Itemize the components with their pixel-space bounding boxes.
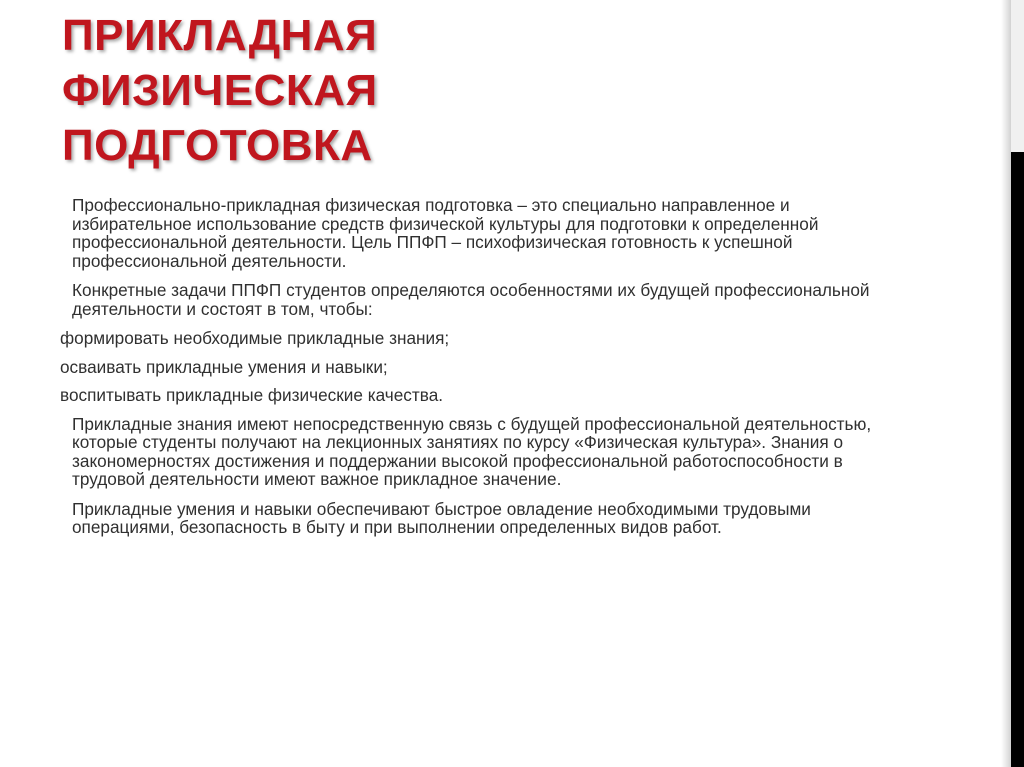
title-line-1: ПРИКЛАДНАЯ: [62, 11, 378, 60]
task-item-1: формировать необходимые прикладные знания;: [60, 328, 450, 348]
slide-edge-bar: [1011, 152, 1024, 767]
knowledge-paragraph: Прикладные знания имеют непосредственную связь с будущей профессиональной деятельностью, которые студенты получают на лекционных занятиях по курсу «Физическая культура». Знания о закономерностях достижения и поддержании высокой профессиональной работоспособности в трудовой деятельности имеют важное прикладное значение.: [72, 413, 872, 489]
task-item-2: осваивать прикладные умения и навыки;: [60, 356, 388, 377]
slide-edge-top: [1011, 0, 1024, 152]
slide-body: [0, 196, 1000, 548]
title-line-2: ФИЗИЧЕСКАЯ: [62, 66, 378, 115]
tasks-intro-paragraph: Конкретные задачи ППФП студентов определяются особенностями их будущей профессиональной деятельности и состоят в том, чтобы:: [72, 280, 870, 319]
title-line-3: ПОДГОТОВКА: [62, 121, 373, 170]
definition-paragraph: Профессионально-прикладная физическая подготовка – это специально направленное и избирательное использование средств физической культуры для подготовки к определенной профессиональной деятельности. Цель ППФП – психофизическая готовность к успешной профессиональной деятельности.: [72, 195, 819, 271]
task-item-3: воспитывать прикладные физические качества.: [60, 385, 444, 405]
slide-title: [62, 8, 378, 173]
skills-paragraph: Прикладные умения и навыки обеспечивают быстрое овладение необходимыми трудовыми операциями, безопасность в быту и при выполнении определенных видов работ.: [72, 498, 811, 537]
slide-edge-shadow: [1001, 0, 1011, 767]
